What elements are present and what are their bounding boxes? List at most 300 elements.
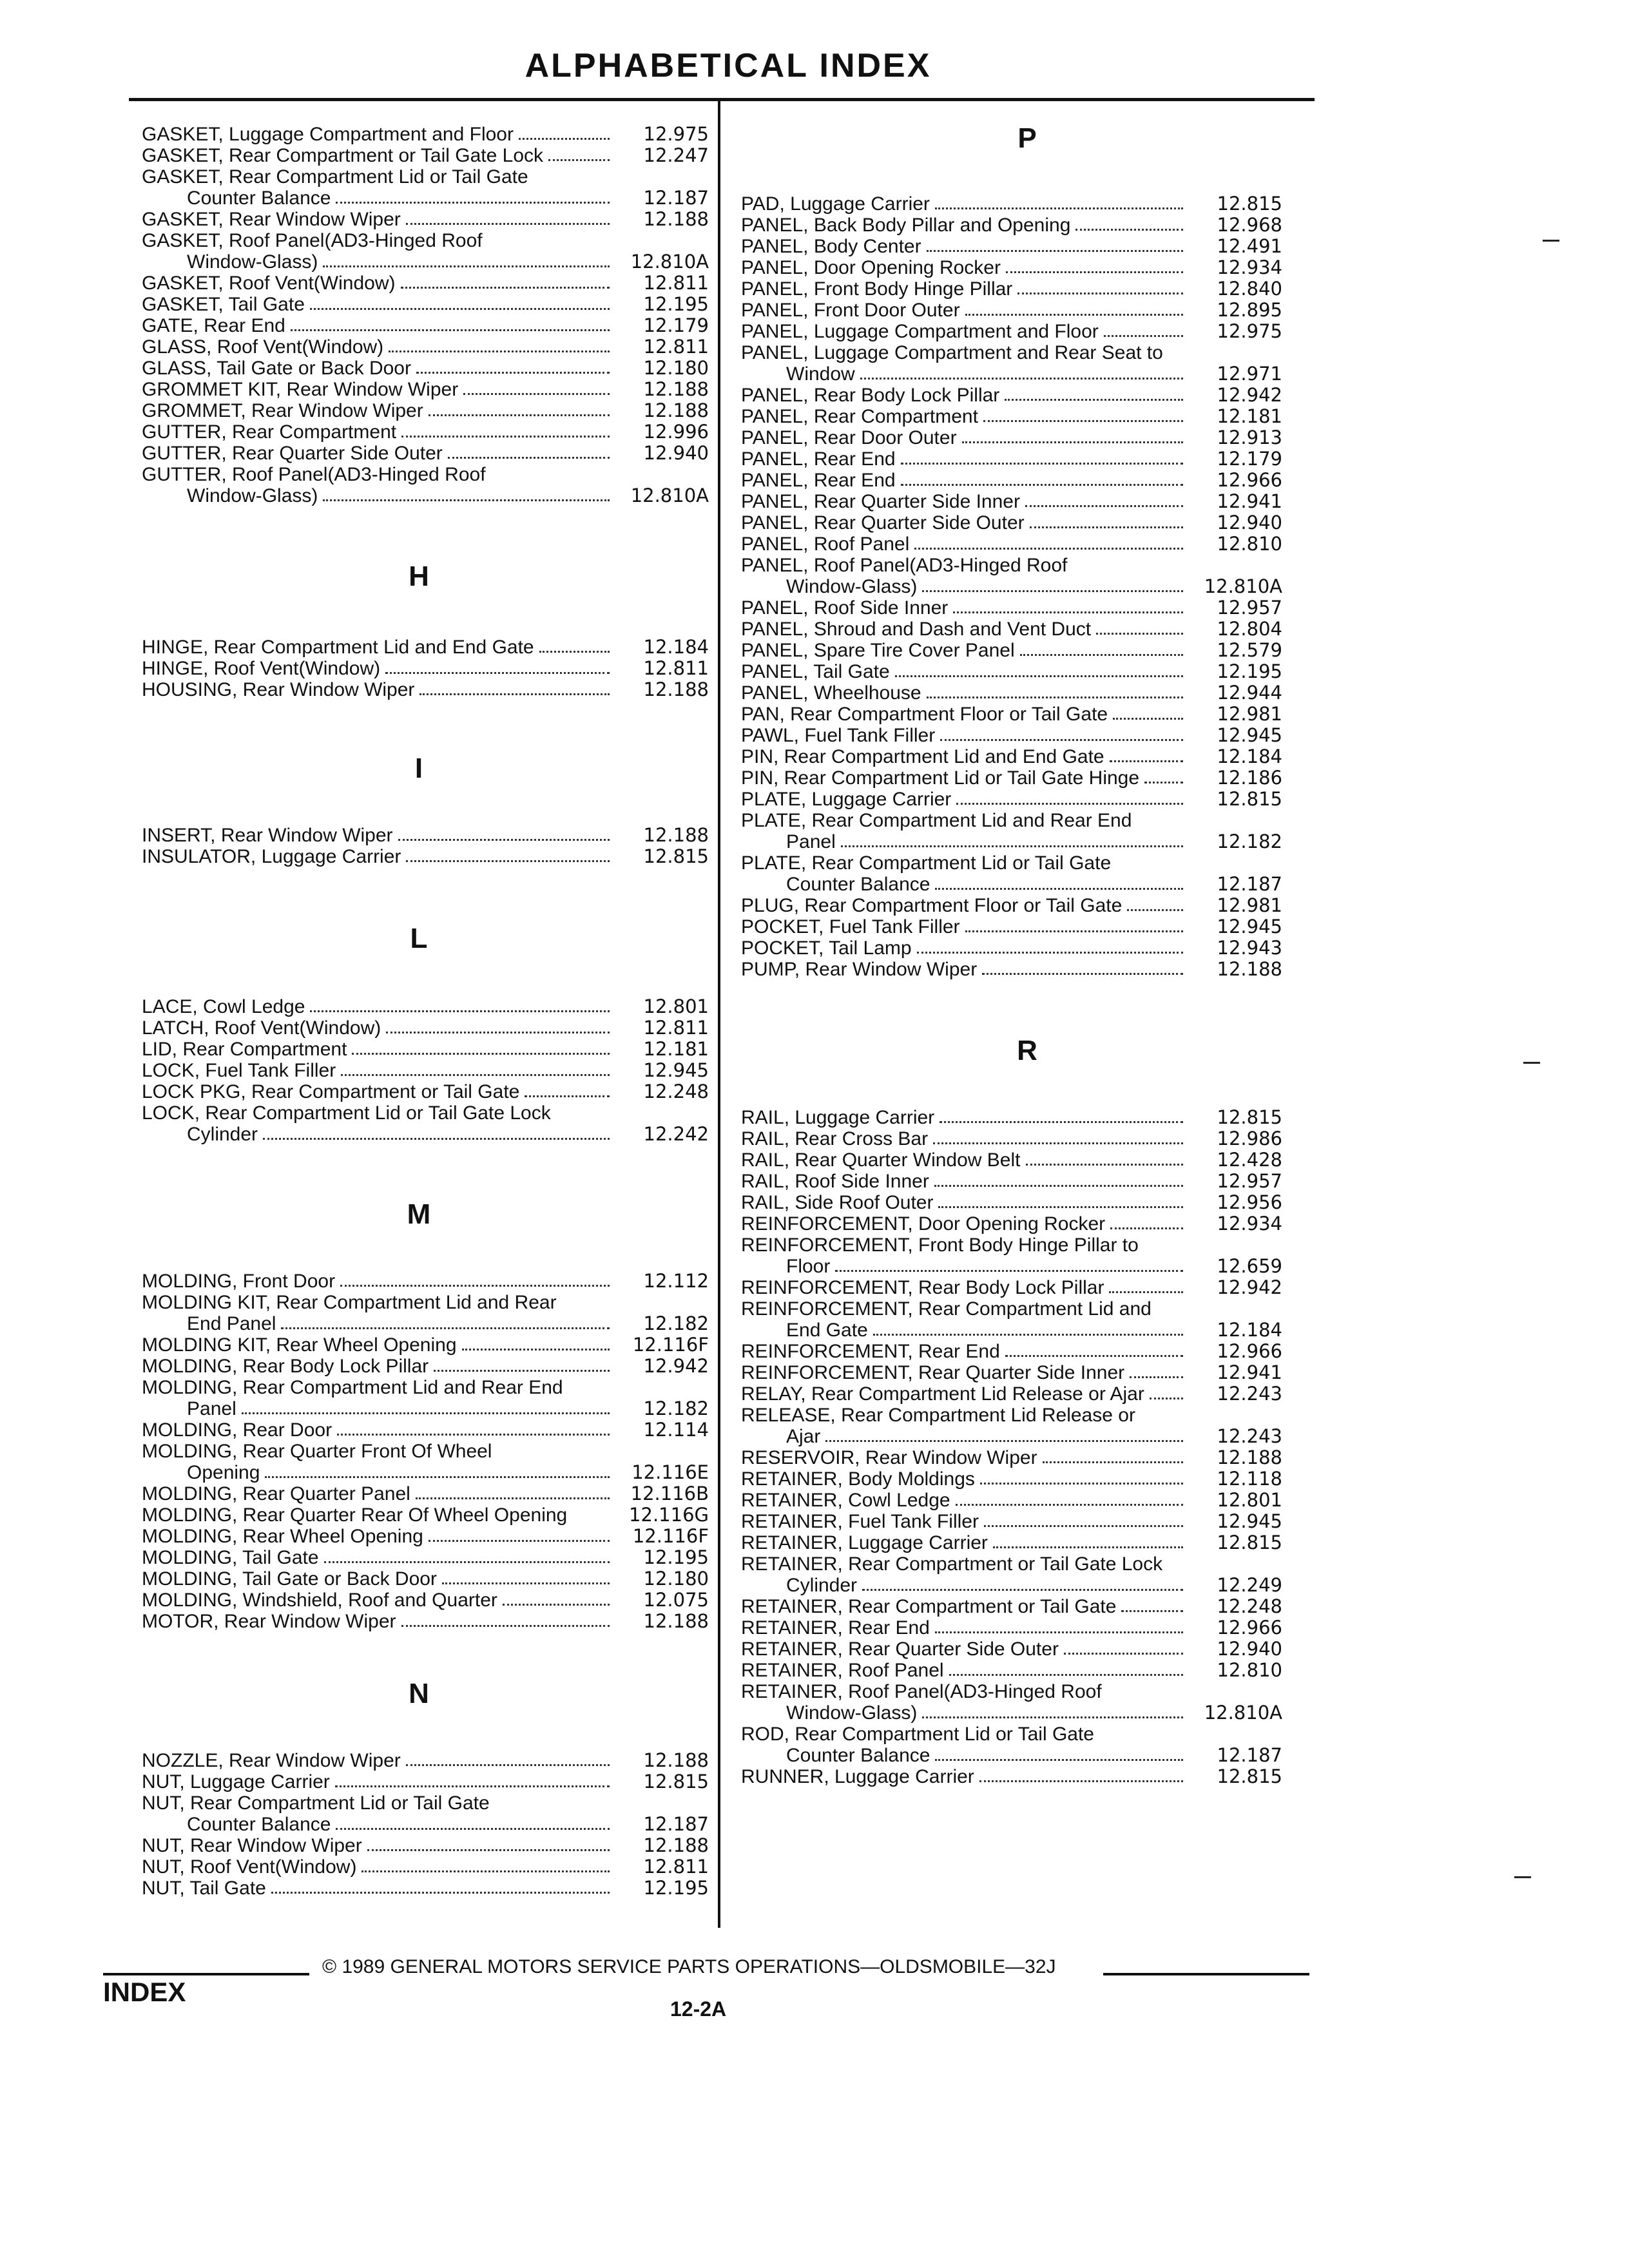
margin-tick — [1543, 240, 1559, 242]
entry-page-ref: 12.996 — [643, 421, 709, 443]
index-entry — [741, 725, 1282, 746]
dot-leader — [895, 661, 1183, 682]
index-entry — [142, 315, 709, 336]
entry-page-ref: 12.801 — [643, 995, 709, 1017]
dot-leader — [519, 124, 610, 145]
index-entry — [741, 661, 1282, 682]
section-letter-n: N — [409, 1678, 429, 1709]
entry-name: GROMMET KIT, Rear Window Wiper — [142, 379, 459, 400]
dot-leader — [271, 1878, 610, 1899]
index-entry — [741, 1383, 1282, 1405]
dot-leader — [416, 1483, 610, 1504]
entry-name: HINGE, Roof Vent(Window) — [142, 658, 381, 679]
section-label: INDEX — [103, 1977, 186, 2007]
entry-page-ref: 12.195 — [643, 1546, 709, 1568]
entry-name: PAN, Rear Compartment Floor or Tail Gate — [741, 704, 1108, 725]
entry-name: LID, Rear Compartment — [142, 1039, 347, 1060]
index-entry — [741, 1490, 1282, 1511]
entry-name: RUNNER, Luggage Carrier — [741, 1766, 974, 1787]
entry-name: PANEL, Roof Panel(AD3-Hinged Roof — [741, 555, 1068, 576]
entry-name: PANEL, Shroud and Dash and Vent Duct — [741, 619, 1092, 640]
index-entry — [142, 846, 709, 867]
entry-name-continuation: Cylinder — [786, 1575, 858, 1596]
dot-leader — [525, 1081, 610, 1102]
entry-page-ref: 12.188 — [1217, 958, 1282, 980]
entry-page-ref: 12.248 — [1217, 1595, 1282, 1617]
entry-name: RETAINER, Roof Panel(AD3-Hinged Roof — [741, 1681, 1102, 1702]
entry-page-ref: 12.956 — [1217, 1191, 1282, 1213]
entry-name: GLASS, Roof Vent(Window) — [142, 336, 384, 358]
entry-page-ref: 12.188 — [643, 399, 709, 421]
entry-name: MOLDING, Rear Door — [142, 1419, 333, 1441]
dot-leader — [1017, 278, 1183, 300]
entry-name: RELEASE, Rear Compartment Lid Release or — [741, 1405, 1135, 1426]
dot-leader — [1064, 1639, 1183, 1660]
entry-page-ref: 12.182 — [643, 1398, 709, 1419]
index-entry — [142, 145, 709, 166]
entry-name: PLATE, Rear Compartment Lid and Rear End — [741, 810, 1132, 831]
index-entry — [142, 1081, 709, 1102]
entry-name: REINFORCEMENT, Rear Quarter Side Inner — [741, 1362, 1125, 1383]
entry-name: MOLDING, Rear Wheel Opening — [142, 1526, 423, 1547]
dot-leader — [462, 1334, 610, 1356]
entry-name: MOLDING, Rear Quarter Front Of Wheel — [142, 1441, 492, 1462]
entry-page-ref: 12.195 — [1217, 660, 1282, 682]
entry-name-continuation: Window-Glass) — [786, 576, 918, 597]
entry-page-ref: 12.195 — [643, 1877, 709, 1899]
dot-leader — [917, 937, 1183, 959]
dot-leader — [825, 1426, 1183, 1447]
entry-page-ref: 12.187 — [1217, 1744, 1282, 1766]
entry-page-ref: 12.811 — [643, 657, 709, 679]
entry-page-ref: 12.810 — [1217, 1659, 1282, 1681]
entry-name: RAIL, Luggage Carrier — [741, 1107, 935, 1128]
entry-name: REINFORCEMENT, Front Body Hinge Pillar to — [741, 1235, 1139, 1256]
dot-leader — [1075, 215, 1183, 236]
section-letter-i: I — [414, 753, 423, 784]
entry-name: REINFORCEMENT, Rear Compartment Lid and — [741, 1298, 1152, 1320]
entry-name: PANEL, Rear End — [741, 470, 896, 491]
dot-leader — [873, 1320, 1183, 1341]
dot-leader — [335, 1771, 610, 1792]
dot-leader — [442, 1568, 610, 1590]
dot-leader — [956, 1490, 1183, 1511]
index-entry — [142, 679, 709, 700]
index-entry — [142, 273, 709, 294]
entry-name: LOCK, Fuel Tank Filler — [142, 1060, 336, 1081]
entry-name: PANEL, Door Opening Rocker — [741, 257, 1001, 278]
dot-leader — [406, 209, 610, 230]
entry-page-ref: 12.966 — [1217, 1340, 1282, 1362]
entry-name: ROD, Rear Compartment Lid or Tail Gate — [741, 1724, 1094, 1745]
index-entry — [741, 852, 1282, 895]
index-entry — [741, 300, 1282, 321]
index-entry — [142, 1039, 709, 1060]
entry-name: NUT, Rear Compartment Lid or Tail Gate — [142, 1792, 490, 1814]
entry-name: MOLDING, Rear Body Lock Pillar — [142, 1356, 429, 1377]
dot-leader — [927, 236, 1183, 257]
entry-name-continuation: Counter Balance — [187, 1814, 331, 1835]
entry-page-ref: 12.181 — [643, 1038, 709, 1060]
entry-page-ref: 12.815 — [1217, 193, 1282, 215]
dot-leader — [841, 831, 1183, 852]
index-entry — [741, 385, 1282, 406]
dot-leader — [539, 637, 610, 658]
entry-page-ref: 12.944 — [1217, 682, 1282, 704]
index-entry — [741, 895, 1282, 916]
entry-name: PLUG, Rear Compartment Floor or Tail Gate — [741, 895, 1123, 916]
entry-name: PANEL, Tail Gate — [741, 661, 890, 682]
entry-page-ref: 12.811 — [643, 1856, 709, 1878]
dot-leader — [419, 679, 610, 700]
entry-name: PANEL, Body Center — [741, 236, 921, 257]
dot-leader — [323, 485, 610, 506]
index-entry — [741, 321, 1282, 342]
dot-leader — [503, 1590, 610, 1611]
dot-leader — [979, 1766, 1183, 1787]
index-entry — [142, 209, 709, 230]
entry-page-ref: 12.940 — [1217, 512, 1282, 533]
entry-name: PIN, Rear Compartment Lid and End Gate — [741, 746, 1104, 767]
index-entry — [741, 597, 1282, 619]
entry-page-ref: 12.966 — [1217, 469, 1282, 491]
entry-page-ref: 12.810A — [1204, 1702, 1282, 1724]
entry-page-ref: 12.188 — [643, 1749, 709, 1771]
section-letter-h: H — [409, 561, 429, 592]
entry-name: PAD, Luggage Carrier — [741, 193, 930, 215]
footer-rule-right — [1103, 1973, 1309, 1975]
index-entry — [142, 1835, 709, 1856]
index-entry — [741, 1617, 1282, 1639]
index-entry — [741, 1277, 1282, 1298]
index-entry — [741, 406, 1282, 427]
dot-leader — [901, 448, 1183, 470]
entry-name: RETAINER, Body Moldings — [741, 1468, 975, 1490]
index-entry — [142, 1568, 709, 1590]
index-entry — [741, 448, 1282, 470]
entry-name: REINFORCEMENT, Door Opening Rocker — [741, 1213, 1106, 1235]
entry-name: GASKET, Rear Compartment or Tail Gate Lock — [142, 145, 544, 166]
dot-leader — [242, 1398, 610, 1419]
entry-name: LACE, Cowl Ledge — [142, 996, 305, 1017]
dot-leader — [901, 470, 1183, 491]
index-entry — [741, 1341, 1282, 1362]
page-title: ALPHABETICAL INDEX — [525, 47, 932, 84]
entry-page-ref: 12.180 — [643, 1568, 709, 1590]
dot-leader — [1025, 491, 1183, 512]
entry-page-ref: 12.801 — [1217, 1489, 1282, 1511]
entry-page-ref: 12.810A — [630, 251, 709, 273]
entry-name: GROMMET, Rear Window Wiper — [142, 400, 423, 421]
dot-leader — [291, 315, 610, 336]
entry-page-ref: 12.895 — [1217, 299, 1282, 321]
dot-leader — [983, 406, 1183, 427]
entry-name: NUT, Tail Gate — [142, 1878, 266, 1899]
entry-name: LOCK, Rear Compartment Lid or Tail Gate Lock — [142, 1102, 551, 1124]
margin-tick — [1523, 1062, 1540, 1064]
entry-page-ref: 12.242 — [643, 1123, 709, 1145]
entry-page-ref: 12.187 — [643, 1813, 709, 1835]
dot-leader — [1110, 746, 1183, 767]
entry-page-ref: 12.180 — [643, 357, 709, 379]
entry-page-ref: 12.934 — [1217, 256, 1282, 278]
entry-name: RELAY, Rear Compartment Lid Release or Ajar — [741, 1383, 1144, 1405]
dot-leader — [263, 1124, 610, 1145]
entry-page-ref: 12.114 — [643, 1419, 709, 1441]
dot-leader — [940, 1107, 1183, 1128]
index-entry — [142, 637, 709, 658]
index-entry — [142, 1483, 709, 1504]
entry-page-ref: 12.243 — [1217, 1383, 1282, 1405]
entry-name: RETAINER, Rear Compartment or Tail Gate — [741, 1596, 1117, 1617]
entry-name: GUTTER, Rear Quarter Side Outer — [142, 443, 443, 464]
index-entry — [741, 1235, 1282, 1277]
entry-page-ref: 12.247 — [643, 144, 709, 166]
entry-page-ref: 12.941 — [1217, 490, 1282, 512]
entry-name: RAIL, Rear Quarter Window Belt — [741, 1149, 1021, 1171]
entry-page-ref: 12.181 — [1217, 405, 1282, 427]
dot-leader — [429, 1526, 610, 1547]
entry-name-continuation: Floor — [786, 1256, 831, 1277]
entry-name: MOLDING, Tail Gate — [142, 1547, 319, 1568]
index-entry — [142, 1878, 709, 1899]
dot-leader — [993, 1532, 1183, 1553]
dot-leader — [914, 533, 1183, 555]
index-entry — [741, 1298, 1282, 1341]
section-letter-p: P — [1017, 122, 1037, 154]
title-rule — [129, 98, 1315, 101]
entry-name: PANEL, Luggage Compartment and Floor — [741, 321, 1099, 342]
entry-name: PANEL, Rear Door Outer — [741, 427, 957, 448]
entry-page-ref: 12.957 — [1217, 1170, 1282, 1192]
entry-name: PANEL, Front Door Outer — [741, 300, 960, 321]
dot-leader — [265, 1462, 610, 1483]
dot-leader — [1006, 257, 1183, 278]
entry-name-continuation: Opening — [187, 1462, 260, 1483]
dot-leader — [1127, 895, 1183, 916]
index-entry — [142, 124, 709, 145]
entry-name: PANEL, Luggage Compartment and Rear Seat to — [741, 342, 1163, 363]
entry-name: POCKET, Fuel Tank Filler — [741, 916, 960, 937]
index-entry — [142, 996, 709, 1017]
dot-leader — [835, 1256, 1183, 1277]
index-entry — [142, 1356, 709, 1377]
dot-leader — [927, 682, 1183, 704]
entry-page-ref: 12.184 — [1217, 1319, 1282, 1341]
entry-page-ref: 12.815 — [1217, 1765, 1282, 1787]
entry-name: RETAINER, Luggage Carrier — [741, 1532, 988, 1553]
index-entry — [142, 1792, 709, 1835]
entry-page-ref: 12.986 — [1217, 1128, 1282, 1149]
dot-leader — [340, 1271, 610, 1292]
section-letter-l: L — [410, 923, 428, 954]
index-entry — [741, 193, 1282, 215]
entry-page-ref: 12.943 — [1217, 937, 1282, 959]
entry-name: RESERVOIR, Rear Window Wiper — [741, 1447, 1037, 1468]
entry-name-continuation: Counter Balance — [786, 874, 930, 895]
entry-name: NOZZLE, Rear Window Wiper — [142, 1750, 401, 1771]
entry-page-ref: 12.075 — [643, 1589, 709, 1611]
entry-page-ref: 12.428 — [1217, 1149, 1282, 1171]
entry-page-ref: 12.942 — [1217, 384, 1282, 406]
index-entry — [142, 1441, 709, 1483]
dot-leader — [1005, 385, 1183, 406]
index-entry — [741, 1149, 1282, 1171]
entry-page-ref: 12.116F — [632, 1525, 709, 1547]
dot-leader — [401, 1611, 610, 1632]
dot-leader — [935, 874, 1183, 895]
entry-name-continuation: End Gate — [786, 1320, 868, 1341]
entry-page-ref: 12.966 — [1217, 1617, 1282, 1639]
dot-leader — [984, 1511, 1183, 1532]
dot-leader — [310, 294, 610, 315]
index-entry — [741, 810, 1282, 852]
entry-page-ref: 12.179 — [643, 314, 709, 336]
entry-name-continuation: Counter Balance — [786, 1745, 930, 1766]
entry-page-ref: 12.579 — [1217, 639, 1282, 661]
entry-name: LATCH, Roof Vent(Window) — [142, 1017, 381, 1039]
entry-page-ref: 12.945 — [1217, 916, 1282, 937]
index-entry — [142, 230, 709, 273]
entry-page-ref: 12.188 — [643, 1834, 709, 1856]
dot-leader — [352, 1039, 610, 1060]
entry-page-ref: 12.815 — [1217, 1532, 1282, 1553]
entry-name: MOLDING, Rear Quarter Rear Of Wheel Opening — [142, 1504, 568, 1526]
index-entry — [142, 1334, 709, 1356]
index-entry — [741, 619, 1282, 640]
index-entry — [142, 1017, 709, 1039]
index-entry — [741, 1553, 1282, 1596]
dot-leader — [1026, 1149, 1184, 1171]
entry-name: MOLDING KIT, Rear Wheel Opening — [142, 1334, 457, 1356]
entry-page-ref: 12.116G — [629, 1504, 709, 1526]
dot-leader — [401, 273, 610, 294]
entry-name: MOLDING KIT, Rear Compartment Lid and Rear — [142, 1292, 557, 1313]
entry-page-ref: 12.112 — [643, 1270, 709, 1292]
entry-page-ref: 12.840 — [1217, 278, 1282, 300]
entry-page-ref: 12.659 — [1217, 1255, 1282, 1277]
index-entry — [741, 1128, 1282, 1149]
entry-name: NUT, Rear Window Wiper — [142, 1835, 362, 1856]
index-entry — [142, 1102, 709, 1145]
entry-name: REINFORCEMENT, Rear End — [741, 1341, 1000, 1362]
entry-page-ref: 12.810A — [1204, 575, 1282, 597]
index-entry — [142, 379, 709, 400]
index-entry — [142, 1419, 709, 1441]
entry-page-ref: 12.981 — [1217, 894, 1282, 916]
index-entry — [142, 1060, 709, 1081]
dot-leader — [938, 1192, 1183, 1213]
entry-name: PLATE, Luggage Carrier — [741, 789, 952, 810]
entry-page-ref: 12.116E — [631, 1461, 709, 1483]
dot-leader — [398, 825, 610, 846]
index-entry — [741, 959, 1282, 980]
dot-leader — [1043, 1447, 1183, 1468]
index-entry — [741, 1639, 1282, 1660]
entry-name: PANEL, Rear End — [741, 448, 896, 470]
entry-name: RETAINER, Rear End — [741, 1617, 930, 1639]
dot-leader — [416, 358, 610, 379]
entry-page-ref: 12.934 — [1217, 1213, 1282, 1235]
dot-leader — [367, 1835, 610, 1856]
index-entry — [741, 1724, 1282, 1766]
index-entry — [741, 555, 1282, 597]
section-letter-r: R — [1017, 1035, 1037, 1066]
entry-page-ref: 12.182 — [1217, 831, 1282, 852]
entry-name-continuation: Ajar — [786, 1426, 821, 1447]
dot-leader — [361, 1856, 610, 1878]
index-entry — [741, 257, 1282, 278]
dot-leader — [337, 1419, 610, 1441]
entry-page-ref: 12.815 — [1217, 1106, 1282, 1128]
footer-rule-left — [103, 1973, 309, 1975]
entry-page-ref: 12.940 — [1217, 1638, 1282, 1660]
entry-name: GATE, Rear End — [142, 315, 285, 336]
dot-leader — [386, 1017, 610, 1039]
dot-leader — [336, 1814, 610, 1835]
index-entry — [142, 400, 709, 421]
index-entry — [741, 427, 1282, 448]
entry-page-ref: 12.182 — [643, 1312, 709, 1334]
entry-name: PANEL, Rear Quarter Side Inner — [741, 491, 1020, 512]
entry-name: PANEL, Back Body Pillar and Opening — [741, 215, 1071, 236]
entry-page-ref: 12.248 — [643, 1081, 709, 1102]
entry-name: PANEL, Rear Body Lock Pillar — [741, 385, 1000, 406]
index-entry — [741, 916, 1282, 937]
entry-page-ref: 12.184 — [1217, 745, 1282, 767]
dot-leader — [1144, 767, 1183, 789]
dot-leader — [953, 597, 1183, 619]
index-entry — [142, 1750, 709, 1771]
entry-page-ref: 12.811 — [643, 272, 709, 294]
entry-name-continuation: Window-Glass) — [187, 251, 318, 273]
dot-leader — [324, 1547, 610, 1568]
dot-leader — [965, 300, 1183, 321]
index-entry — [142, 825, 709, 846]
index-entry — [741, 746, 1282, 767]
entry-name-continuation: Window-Glass) — [786, 1702, 918, 1724]
entry-name: PUMP, Rear Window Wiper — [741, 959, 978, 980]
entry-name: RETAINER, Cowl Ledge — [741, 1490, 950, 1511]
index-entry — [741, 767, 1282, 789]
entry-name-continuation: Window-Glass) — [187, 485, 318, 506]
entry-name: HINGE, Rear Compartment Lid and End Gate — [142, 637, 534, 658]
entry-name: PAWL, Fuel Tank Filler — [741, 725, 936, 746]
index-entry — [741, 937, 1282, 959]
entry-page-ref: 12.188 — [643, 378, 709, 400]
entry-name: PANEL, Spare Tire Cover Panel — [741, 640, 1015, 661]
index-entry — [741, 533, 1282, 555]
entry-name: PANEL, Rear Quarter Side Outer — [741, 512, 1025, 533]
index-entry — [741, 1532, 1282, 1553]
entry-name: GASKET, Roof Panel(AD3-Hinged Roof — [142, 230, 483, 251]
entry-name: GASKET, Tail Gate — [142, 294, 305, 315]
dot-leader — [962, 427, 1183, 448]
entry-name: GLASS, Tail Gate or Back Door — [142, 358, 411, 379]
entry-page-ref: 12.957 — [1217, 597, 1282, 619]
index-entry — [142, 1292, 709, 1334]
dot-leader — [463, 379, 610, 400]
index-entry — [142, 294, 709, 315]
entry-page-ref: 12.941 — [1217, 1361, 1282, 1383]
entry-page-ref: 12.188 — [1217, 1446, 1282, 1468]
dot-leader — [323, 251, 610, 273]
index-entry — [142, 658, 709, 679]
index-entry — [741, 278, 1282, 300]
section-letter-m: M — [407, 1198, 431, 1230]
dot-leader — [982, 959, 1183, 980]
dot-leader — [922, 1702, 1183, 1724]
